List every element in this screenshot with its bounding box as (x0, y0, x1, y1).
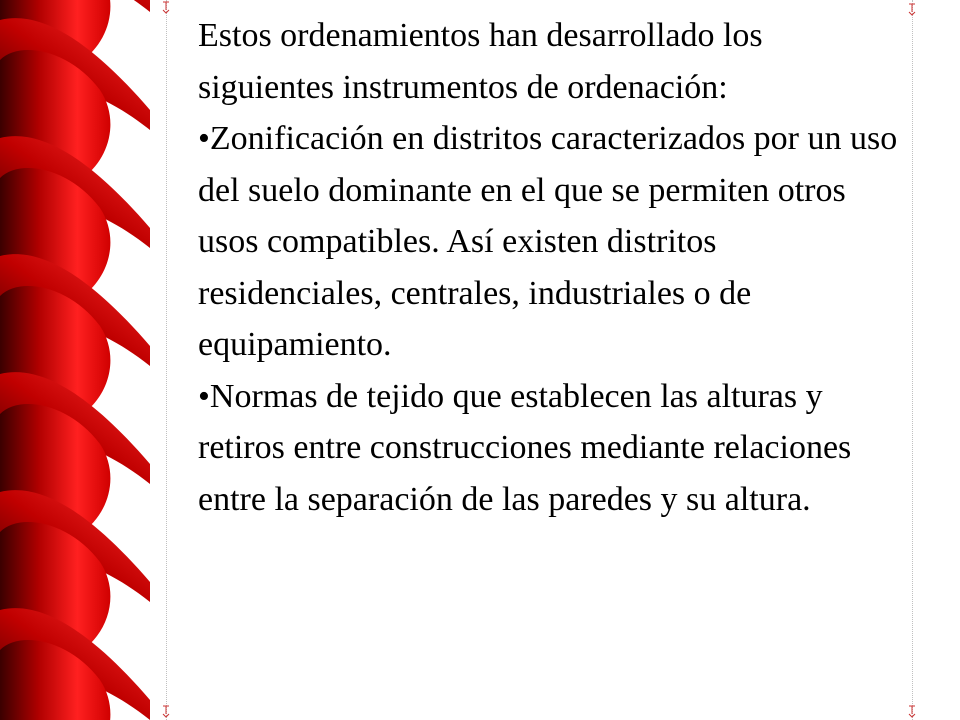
right-guide-line (912, 0, 913, 720)
left-top-marker-icon (161, 0, 171, 14)
left-bottom-marker-icon (161, 704, 171, 718)
right-bottom-marker-icon (907, 704, 917, 718)
intro-paragraph: Estos ordenamientos han desarrollado los siguientes instrumentos de ordenación: (198, 17, 763, 106)
bullet-normas-tejido: •Normas de tejido que establecen las alturas y retiros entre construcciones mediante relaciones entre la separación de las paredes y su altura. (198, 377, 852, 518)
red-ribbon-decoration (0, 0, 160, 720)
right-top-marker-icon (907, 2, 917, 16)
slide-body (198, 10, 898, 525)
left-guide-line (166, 0, 167, 720)
bullet-zonificacion: •Zonificación en distritos caracterizados por un uso del suelo dominante en el que se permiten otros usos compatibles. Así existen distritos residenciales, centrales, industriales o de equipamiento. (198, 120, 898, 363)
